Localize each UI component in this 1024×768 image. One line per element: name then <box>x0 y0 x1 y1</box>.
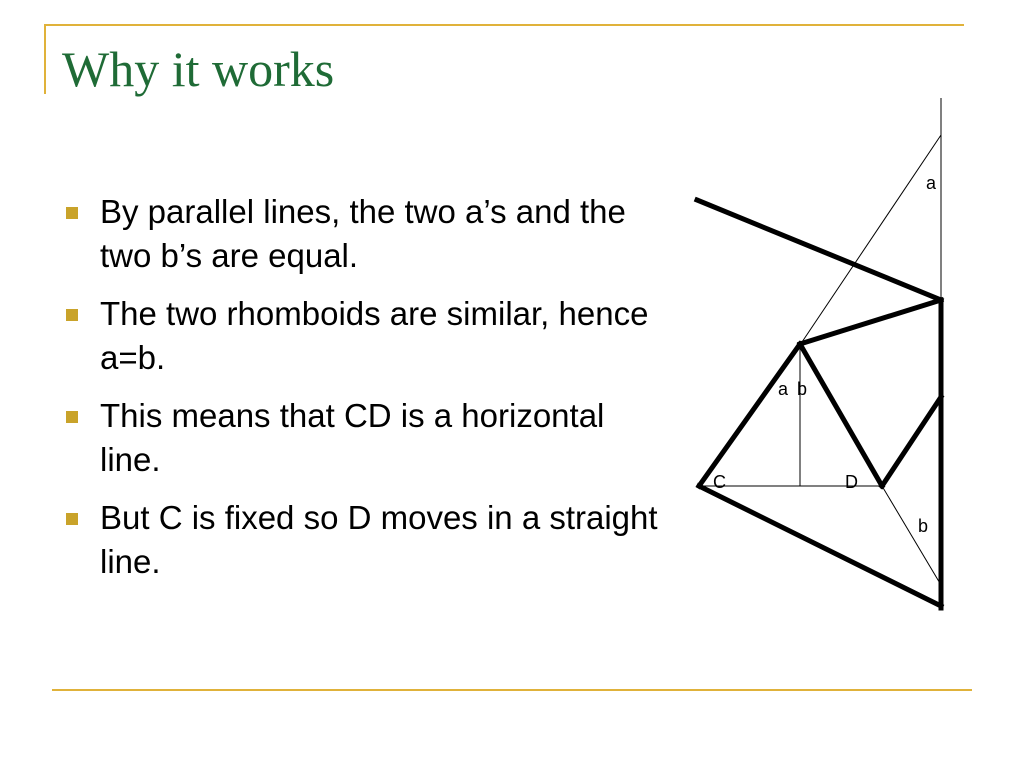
rhomboid-left-bar <box>699 344 800 486</box>
label-b-bottom: b <box>918 516 929 536</box>
linkage-bars <box>697 200 941 608</box>
diagonal-guide-line-bottom <box>882 486 941 585</box>
diagonal-guide-line-top <box>800 135 941 345</box>
label-a-mid: a <box>778 379 789 399</box>
bullet-text: The two rhomboids are similar, hence a=b. <box>100 295 649 376</box>
label-c: C <box>713 472 726 492</box>
construction-lines <box>700 98 941 605</box>
bullet-text: By parallel lines, the two a’s and the two b’s are equal. <box>100 193 626 274</box>
upper-long-bar <box>697 200 941 300</box>
bottom-rule <box>52 689 972 691</box>
rhomboid-top-bar <box>800 300 941 344</box>
label-d: D <box>845 472 858 492</box>
rhomboid-inner-bar <box>800 344 882 486</box>
bullet-text: But C is fixed so D moves in a straight line. <box>100 499 658 580</box>
label-a-top: a <box>926 173 937 193</box>
rhomboid-right-bar <box>882 397 941 486</box>
bullet-text: This means that CD is a horizontal line. <box>100 397 605 478</box>
lower-long-bar <box>699 486 941 606</box>
label-b-mid: b <box>797 379 808 399</box>
slide-title: Why it works <box>62 41 335 97</box>
